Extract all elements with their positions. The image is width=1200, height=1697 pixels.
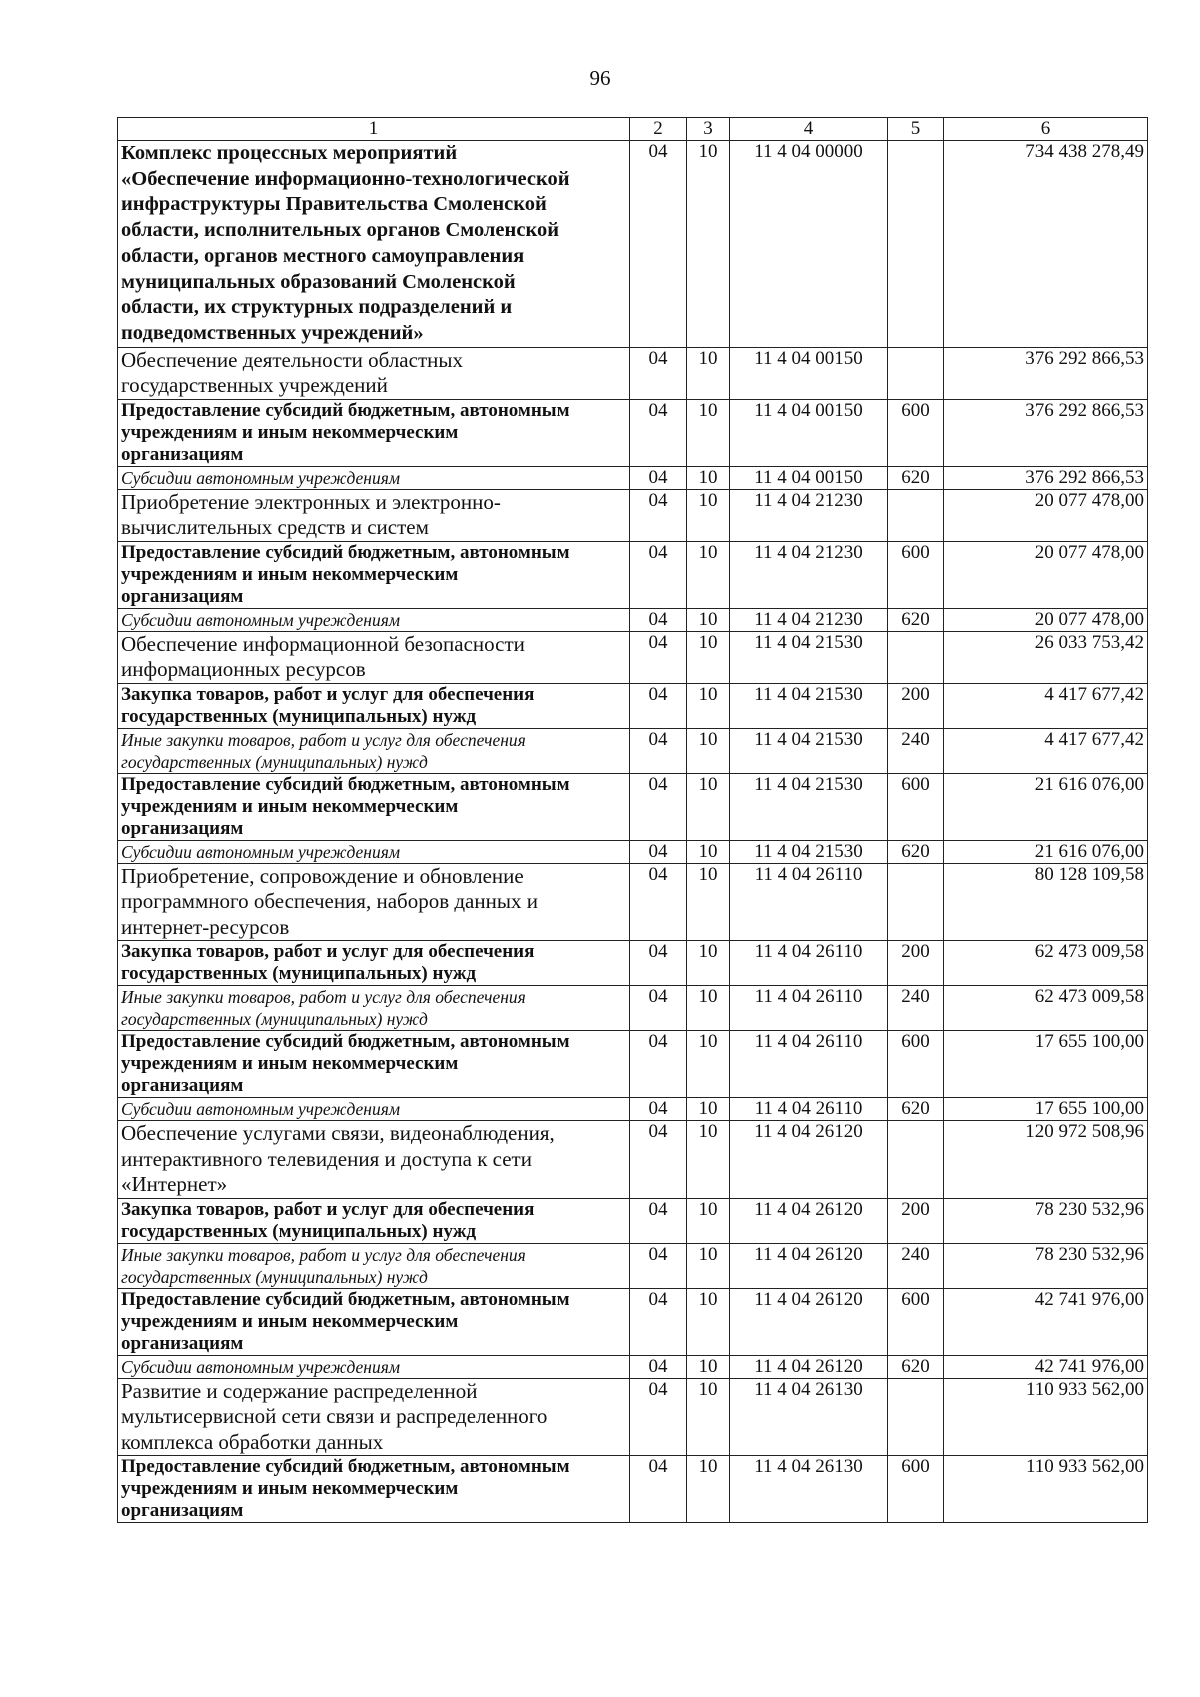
row-name-cell: [118, 863, 630, 941]
row-section-cell: 04: [630, 347, 687, 399]
row-name-line: Субсидии автономным учреждениям: [121, 841, 401, 862]
row-target-code-cell: 11 4 04 00150: [730, 466, 888, 489]
row-name-cell: [118, 1121, 630, 1199]
row-name-line: Иные закупки товаров, работ и услуг для обеспечения: [121, 1244, 526, 1265]
row-subsection-cell: 10: [687, 541, 730, 608]
row-name-cell: [118, 1456, 630, 1523]
row-expense-type-cell: 240: [888, 1243, 944, 1288]
row-expense-type-cell: 200: [888, 1198, 944, 1243]
row-name-line: государственных (муниципальных) нужд: [121, 1220, 477, 1242]
table-row: [118, 399, 1148, 466]
row-name-line: области, исполнительных органов Смоленской: [121, 219, 560, 242]
row-target-code-cell: 11 4 04 26120: [730, 1243, 888, 1288]
row-amount-cell: 734 438 278,49: [944, 141, 1148, 348]
row-section-cell: 04: [630, 141, 687, 348]
row-amount-cell: 42 741 976,00: [944, 1288, 1148, 1355]
row-target-code-cell: 11 4 04 21530: [730, 728, 888, 773]
row-amount-cell: 21 616 076,00: [944, 840, 1148, 863]
row-name-line: Иные закупки товаров, работ и услуг для обеспечения: [121, 987, 526, 1008]
row-name-cell: [118, 1098, 630, 1121]
row-name-line: Приобретение электронных и электронно-: [121, 489, 501, 514]
header-col-1: 1: [118, 118, 630, 141]
row-name-line: инфраструктуры Правительства Смоленской: [121, 193, 547, 216]
row-section-cell: 04: [630, 941, 687, 986]
row-expense-type-cell: 620: [888, 466, 944, 489]
row-name-line: организациям: [121, 1500, 244, 1522]
row-subsection-cell: 10: [687, 141, 730, 348]
budget-table: [117, 117, 1148, 1523]
row-expense-type-cell: [888, 141, 944, 348]
row-expense-type-cell: [888, 1378, 944, 1456]
row-expense-type-cell: 620: [888, 1098, 944, 1121]
row-amount-cell: 110 933 562,00: [944, 1378, 1148, 1456]
row-name-line: «Интернет»: [121, 1172, 228, 1197]
row-name-line: Предоставление субсидий бюджетным, автономным: [121, 773, 570, 795]
row-amount-cell: 376 292 866,53: [944, 466, 1148, 489]
row-expense-type-cell: 600: [888, 1288, 944, 1355]
table-row: [118, 1198, 1148, 1243]
row-target-code-cell: 11 4 04 00000: [730, 141, 888, 348]
row-section-cell: 04: [630, 840, 687, 863]
row-name-cell: [118, 683, 630, 728]
row-name-cell: [118, 941, 630, 986]
table-header: [118, 118, 1148, 141]
row-name-line: вычислительных средств и систем: [121, 515, 429, 540]
row-expense-type-cell: 600: [888, 399, 944, 466]
row-name-line: учреждениям и иным некоммерческим: [121, 563, 459, 585]
row-target-code-cell: 11 4 04 00150: [730, 399, 888, 466]
row-name-cell: [118, 1355, 630, 1378]
row-name-line: государственных (муниципальных) нужд: [121, 751, 428, 772]
row-name-cell: [118, 631, 630, 683]
row-subsection-cell: 10: [687, 1198, 730, 1243]
table-row: [118, 986, 1148, 1031]
row-name-line: учреждениям и иным некоммерческим: [121, 1310, 459, 1332]
page-number: 96: [589, 66, 611, 90]
row-name-line: Предоставление субсидий бюджетным, автономным: [121, 399, 570, 421]
row-name-line: Приобретение, сопровождение и обновление: [121, 863, 524, 888]
row-name-line: Развитие и содержание распределенной: [121, 1378, 478, 1403]
row-name-line: интернет-ресурсов: [121, 914, 290, 939]
row-section-cell: 04: [630, 773, 687, 840]
row-name-cell: [118, 141, 630, 348]
table-row: [118, 141, 1148, 348]
row-subsection-cell: 10: [687, 1031, 730, 1098]
row-subsection-cell: 10: [687, 863, 730, 941]
row-expense-type-cell: 620: [888, 608, 944, 631]
row-subsection-cell: 10: [687, 1378, 730, 1456]
row-name-cell: [118, 986, 630, 1031]
row-section-cell: 04: [630, 489, 687, 541]
row-name-line: Предоставление субсидий бюджетным, автономным: [121, 541, 570, 563]
table-row: [118, 1355, 1148, 1378]
row-section-cell: 04: [630, 1031, 687, 1098]
row-name-line: Иные закупки товаров, работ и услуг для обеспечения: [121, 729, 526, 750]
row-amount-cell: 20 077 478,00: [944, 541, 1148, 608]
row-name-line: государственных учреждений: [121, 373, 388, 398]
row-subsection-cell: 10: [687, 728, 730, 773]
row-amount-cell: 20 077 478,00: [944, 608, 1148, 631]
row-target-code-cell: 11 4 04 26110: [730, 1098, 888, 1121]
row-target-code-cell: 11 4 04 21530: [730, 773, 888, 840]
row-target-code-cell: 11 4 04 26120: [730, 1121, 888, 1199]
header-col-5: 5: [888, 118, 944, 141]
row-name-line: государственных (муниципальных) нужд: [121, 1266, 428, 1287]
table-row: [118, 728, 1148, 773]
row-expense-type-cell: 600: [888, 773, 944, 840]
header-col-6: 6: [944, 118, 1148, 141]
row-target-code-cell: 11 4 04 00150: [730, 347, 888, 399]
row-subsection-cell: 10: [687, 683, 730, 728]
row-name-cell: [118, 773, 630, 840]
row-subsection-cell: 10: [687, 399, 730, 466]
row-target-code-cell: 11 4 04 21530: [730, 840, 888, 863]
row-name-line: мультисервисной сети связи и распределенного: [121, 1404, 548, 1429]
row-section-cell: 04: [630, 466, 687, 489]
row-amount-cell: 21 616 076,00: [944, 773, 1148, 840]
row-name-line: Комплекс процессных мероприятий: [121, 142, 458, 164]
row-expense-type-cell: [888, 863, 944, 941]
row-target-code-cell: 11 4 04 26130: [730, 1456, 888, 1523]
row-target-code-cell: 11 4 04 21530: [730, 683, 888, 728]
table-row: [118, 941, 1148, 986]
row-name-line: организациям: [121, 817, 244, 839]
table-row: [118, 608, 1148, 631]
row-section-cell: 04: [630, 541, 687, 608]
row-section-cell: 04: [630, 1098, 687, 1121]
row-amount-cell: 4 417 677,42: [944, 683, 1148, 728]
row-expense-type-cell: [888, 631, 944, 683]
row-subsection-cell: 10: [687, 489, 730, 541]
row-subsection-cell: 10: [687, 1288, 730, 1355]
row-section-cell: 04: [630, 631, 687, 683]
row-name-line: организациям: [121, 585, 244, 607]
row-name-cell: [118, 840, 630, 863]
row-amount-cell: 62 473 009,58: [944, 986, 1148, 1031]
row-name-line: Субсидии автономным учреждениям: [121, 467, 401, 488]
row-name-line: государственных (муниципальных) нужд: [121, 963, 477, 985]
row-amount-cell: 26 033 753,42: [944, 631, 1148, 683]
table-row: [118, 1288, 1148, 1355]
row-amount-cell: 376 292 866,53: [944, 347, 1148, 399]
row-amount-cell: 17 655 100,00: [944, 1031, 1148, 1098]
row-name-line: государственных (муниципальных) нужд: [121, 705, 477, 727]
row-expense-type-cell: [888, 1121, 944, 1199]
row-subsection-cell: 10: [687, 941, 730, 986]
table-row: [118, 1031, 1148, 1098]
row-expense-type-cell: 600: [888, 541, 944, 608]
row-section-cell: 04: [630, 863, 687, 941]
table-row: [118, 1121, 1148, 1199]
row-target-code-cell: 11 4 04 26110: [730, 941, 888, 986]
row-section-cell: 04: [630, 1456, 687, 1523]
table-row: [118, 466, 1148, 489]
row-name-cell: [118, 541, 630, 608]
row-name-line: учреждениям и иным некоммерческим: [121, 1053, 459, 1075]
row-name-line: организациям: [121, 443, 244, 465]
row-name-line: учреждениям и иным некоммерческим: [121, 1478, 459, 1500]
row-name-line: Закупка товаров, работ и услуг для обеспечения: [121, 1198, 535, 1220]
table-row: [118, 773, 1148, 840]
row-amount-cell: 110 933 562,00: [944, 1456, 1148, 1523]
row-name-line: Субсидии автономным учреждениям: [121, 609, 401, 630]
row-subsection-cell: 10: [687, 986, 730, 1031]
row-name-cell: [118, 466, 630, 489]
row-target-code-cell: 11 4 04 26120: [730, 1355, 888, 1378]
row-name-line: организациям: [121, 1075, 244, 1097]
row-name-line: учреждениям и иным некоммерческим: [121, 421, 459, 443]
row-target-code-cell: 11 4 04 21230: [730, 489, 888, 541]
row-name-line: программного обеспечения, наборов данных и: [121, 889, 538, 914]
row-target-code-cell: 11 4 04 26130: [730, 1378, 888, 1456]
row-name-line: информационных ресурсов: [121, 657, 366, 682]
row-target-code-cell: 11 4 04 26120: [730, 1288, 888, 1355]
header-col-3: 3: [687, 118, 730, 141]
row-expense-type-cell: 600: [888, 1456, 944, 1523]
row-section-cell: 04: [630, 1288, 687, 1355]
row-name-line: интерактивного телевидения и доступа к сети: [121, 1146, 532, 1171]
row-section-cell: 04: [630, 728, 687, 773]
row-amount-cell: 62 473 009,58: [944, 941, 1148, 986]
row-section-cell: 04: [630, 608, 687, 631]
row-subsection-cell: 10: [687, 1243, 730, 1288]
table-row: [118, 489, 1148, 541]
row-name-line: Предоставление субсидий бюджетным, автономным: [121, 1031, 570, 1053]
row-name-line: подведомственных учреждений»: [121, 321, 424, 344]
table-row: [118, 1098, 1148, 1121]
row-name-line: Обеспечение информационной безопасности: [121, 631, 525, 656]
row-name-line: муниципальных образований Смоленской: [121, 270, 516, 293]
row-name-line: Закупка товаров, работ и услуг для обеспечения: [121, 941, 535, 963]
row-target-code-cell: 11 4 04 26120: [730, 1198, 888, 1243]
row-expense-type-cell: 240: [888, 986, 944, 1031]
row-expense-type-cell: 600: [888, 1031, 944, 1098]
table-row: [118, 1378, 1148, 1456]
row-name-cell: [118, 608, 630, 631]
row-name-cell: [118, 728, 630, 773]
row-amount-cell: 20 077 478,00: [944, 489, 1148, 541]
table-row: [118, 863, 1148, 941]
row-section-cell: 04: [630, 1198, 687, 1243]
table-row: [118, 541, 1148, 608]
table-row: [118, 840, 1148, 863]
row-expense-type-cell: 200: [888, 941, 944, 986]
row-expense-type-cell: [888, 347, 944, 399]
row-name-cell: [118, 1378, 630, 1456]
row-name-cell: [118, 1243, 630, 1288]
row-amount-cell: 80 128 109,58: [944, 863, 1148, 941]
row-expense-type-cell: 200: [888, 683, 944, 728]
table-body: [118, 141, 1148, 1523]
row-name-line: области, их структурных подразделений и: [121, 296, 513, 319]
row-name-line: Обеспечение деятельности областных: [121, 347, 463, 372]
row-name-cell: [118, 1031, 630, 1098]
table-row: [118, 1456, 1148, 1523]
row-name-line: Предоставление субсидий бюджетным, автономным: [121, 1456, 570, 1478]
row-target-code-cell: 11 4 04 26110: [730, 1031, 888, 1098]
row-target-code-cell: 11 4 04 21530: [730, 631, 888, 683]
row-amount-cell: 78 230 532,96: [944, 1243, 1148, 1288]
row-name-line: Субсидии автономным учреждениям: [121, 1356, 401, 1377]
row-name-cell: [118, 1288, 630, 1355]
row-section-cell: 04: [630, 1355, 687, 1378]
row-subsection-cell: 10: [687, 840, 730, 863]
row-subsection-cell: 10: [687, 1121, 730, 1199]
row-subsection-cell: 10: [687, 1098, 730, 1121]
row-subsection-cell: 10: [687, 608, 730, 631]
row-amount-cell: 78 230 532,96: [944, 1198, 1148, 1243]
row-target-code-cell: 11 4 04 21230: [730, 541, 888, 608]
row-name-cell: [118, 399, 630, 466]
row-section-cell: 04: [630, 399, 687, 466]
table-row: [118, 631, 1148, 683]
row-amount-cell: 120 972 508,96: [944, 1121, 1148, 1199]
row-amount-cell: 17 655 100,00: [944, 1098, 1148, 1121]
row-section-cell: 04: [630, 1243, 687, 1288]
row-subsection-cell: 10: [687, 1355, 730, 1378]
budget-table-container: [117, 117, 1147, 1523]
row-subsection-cell: 10: [687, 347, 730, 399]
row-name-line: Субсидии автономным учреждениям: [121, 1099, 401, 1120]
row-section-cell: 04: [630, 986, 687, 1031]
row-name-line: государственных (муниципальных) нужд: [121, 1009, 428, 1030]
header-col-4: 4: [730, 118, 888, 141]
row-expense-type-cell: [888, 489, 944, 541]
row-target-code-cell: 11 4 04 26110: [730, 863, 888, 941]
row-subsection-cell: 10: [687, 1456, 730, 1523]
row-name-line: комплекса обработки данных: [121, 1429, 384, 1454]
table-row: [118, 347, 1148, 399]
row-amount-cell: 4 417 677,42: [944, 728, 1148, 773]
row-name-line: Обеспечение услугами связи, видеонаблюдения,: [121, 1121, 555, 1146]
row-subsection-cell: 10: [687, 773, 730, 840]
row-amount-cell: 42 741 976,00: [944, 1355, 1148, 1378]
row-target-code-cell: 11 4 04 21230: [730, 608, 888, 631]
row-subsection-cell: 10: [687, 466, 730, 489]
row-name-line: «Обеспечение информационно-технологической: [121, 167, 570, 190]
header-col-2: 2: [630, 118, 687, 141]
row-expense-type-cell: 620: [888, 840, 944, 863]
row-section-cell: 04: [630, 1121, 687, 1199]
row-section-cell: 04: [630, 1378, 687, 1456]
row-subsection-cell: 10: [687, 631, 730, 683]
row-name-cell: [118, 1198, 630, 1243]
row-target-code-cell: 11 4 04 26110: [730, 986, 888, 1031]
table-row: [118, 683, 1148, 728]
header-row: [118, 118, 1148, 141]
row-name-cell: [118, 489, 630, 541]
row-name-line: области, органов местного самоуправления: [121, 244, 525, 267]
row-amount-cell: 376 292 866,53: [944, 399, 1148, 466]
row-expense-type-cell: 240: [888, 728, 944, 773]
row-section-cell: 04: [630, 683, 687, 728]
row-expense-type-cell: 620: [888, 1355, 944, 1378]
row-name-line: организациям: [121, 1332, 244, 1354]
row-name-cell: [118, 347, 630, 399]
row-name-line: Закупка товаров, работ и услуг для обеспечения: [121, 683, 535, 705]
row-name-line: учреждениям и иным некоммерческим: [121, 795, 459, 817]
table-row: [118, 1243, 1148, 1288]
row-name-line: Предоставление субсидий бюджетным, автономным: [121, 1288, 570, 1310]
